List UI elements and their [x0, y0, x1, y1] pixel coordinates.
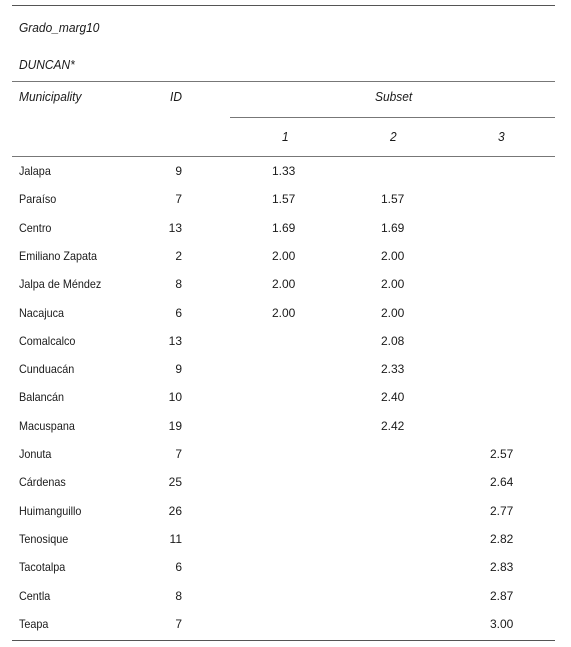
row-subset-1-value: 2.00: [272, 249, 296, 263]
row-id: 6: [175, 306, 182, 320]
row-subset-1-value: 2.00: [272, 306, 296, 320]
row-id: 8: [175, 277, 182, 291]
row-subset-1-value: 1.69: [272, 221, 296, 235]
row-id: 9: [175, 362, 182, 376]
row-subset-3-value: 2.77: [490, 504, 514, 518]
row-municipality: Nacajuca: [19, 306, 65, 320]
row-municipality: Jalapa: [19, 164, 51, 178]
row-subset-2-value: 1.57: [381, 192, 405, 206]
header-subset-1: 1: [282, 129, 289, 144]
row-id: 7: [175, 617, 182, 631]
row-subset-1-value: 1.57: [272, 192, 296, 206]
row-subset-2-value: 2.00: [381, 277, 405, 291]
header-top-rule: [12, 81, 555, 82]
row-subset-2-value: 1.69: [381, 221, 405, 235]
row-id: 13: [168, 221, 182, 235]
row-subset-3-value: 2.64: [490, 475, 514, 489]
row-municipality: Jalpa de Méndez: [19, 277, 102, 291]
row-subset-3-value: 2.82: [490, 532, 514, 546]
row-municipality: Jonuta: [19, 447, 52, 461]
header-subset: Subset: [375, 89, 413, 104]
row-municipality: Centla: [19, 589, 51, 603]
row-municipality: Teapa: [19, 617, 49, 631]
header-bottom-rule: [12, 156, 555, 157]
row-municipality: Centro: [19, 221, 52, 235]
row-id: 10: [168, 390, 182, 404]
row-municipality: Emiliano Zapata: [19, 249, 98, 263]
row-subset-2-value: 2.40: [381, 390, 405, 404]
header-subset-3: 3: [498, 129, 505, 144]
row-municipality: Macuspana: [19, 419, 75, 433]
table-title: Grado_marg10: [19, 20, 100, 35]
row-municipality: Cunduacán: [19, 362, 75, 376]
row-id: 13: [168, 334, 182, 348]
row-subset-3-value: 3.00: [490, 617, 514, 631]
row-subset-3-value: 2.87: [490, 589, 514, 603]
table-subtitle: DUNCAN*: [19, 57, 75, 72]
row-id: 2: [175, 249, 182, 263]
row-subset-1-value: 1.33: [272, 164, 296, 178]
row-id: 7: [175, 447, 182, 461]
row-id: 9: [175, 164, 182, 178]
row-municipality: Balancán: [19, 390, 65, 404]
row-municipality: Cárdenas: [19, 475, 66, 489]
row-municipality: Tacotalpa: [19, 560, 66, 574]
row-id: 25: [168, 475, 182, 489]
row-subset-2-value: 2.08: [381, 334, 405, 348]
row-subset-2-value: 2.00: [381, 249, 405, 263]
row-municipality: Tenosique: [19, 532, 69, 546]
row-municipality: Huimanguillo: [19, 504, 82, 518]
row-subset-2-value: 2.42: [381, 419, 405, 433]
row-id: 8: [175, 589, 182, 603]
row-id: 26: [168, 504, 182, 518]
row-municipality: Paraíso: [19, 192, 57, 206]
row-subset-2-value: 2.00: [381, 306, 405, 320]
header-subset-2: 2: [390, 129, 397, 144]
row-id: 7: [175, 192, 182, 206]
row-municipality: Comalcalco: [19, 334, 76, 348]
bottom-rule: [12, 640, 555, 641]
row-subset-1-value: 2.00: [272, 277, 296, 291]
header-municipality: Municipality: [19, 89, 82, 104]
row-id: 19: [168, 419, 182, 433]
subset-rule: [230, 117, 555, 118]
row-subset-3-value: 2.83: [490, 560, 514, 574]
row-subset-2-value: 2.33: [381, 362, 405, 376]
top-rule: [12, 5, 555, 6]
row-id: 11: [169, 532, 182, 546]
row-subset-3-value: 2.57: [490, 447, 514, 461]
row-id: 6: [175, 560, 182, 574]
header-id: ID: [170, 89, 182, 104]
